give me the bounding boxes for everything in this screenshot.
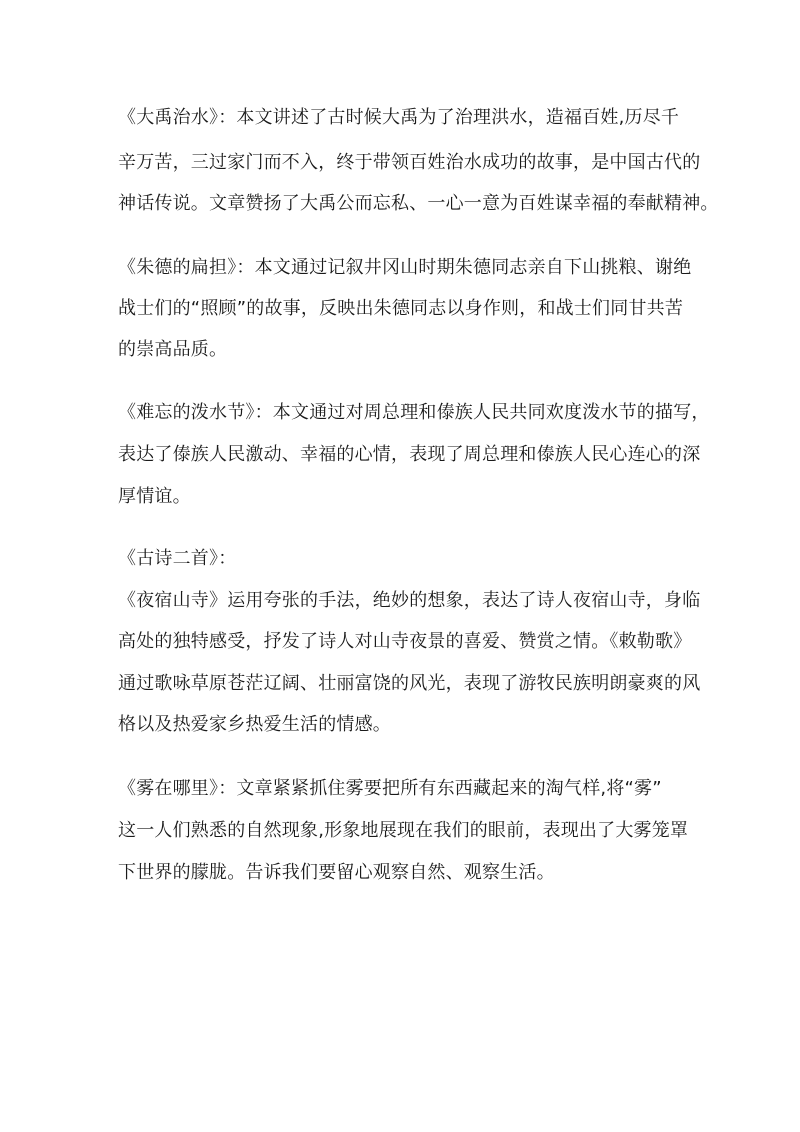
paragraph-1-line-3: 神话传说。文章赞扬了大禹公而忘私、一心一意为百姓谋幸福的奉献精神。 (118, 193, 719, 214)
paragraph-3-line-3: 厚情谊。 (118, 486, 191, 507)
paragraph-4-line-4: 通过歌咏草原苍茫辽阔、壮丽富饶的风光，表现了游牧民族明朗豪爽的风 (118, 673, 701, 694)
paragraph-2-line-3: 的崇高品质。 (118, 339, 228, 360)
paragraph-1-line-2: 辛万苦，三过家门而不入，终于带领百姓治水成功的故事，是中国古代的 (118, 152, 701, 173)
paragraph-5-line-2: 这一人们熟悉的自然现象,形象地展现在我们的眼前，表现出了大雾笼罩 (118, 820, 689, 841)
paragraph-4-line-2: 《夜宿山寺》运用夸张的手法，绝妙的想象，表达了诗人夜宿山寺，身临 (118, 590, 701, 611)
paragraph-3-line-2: 表达了傣族人民激动、幸福的心情，表现了周总理和傣族人民心连心的深 (118, 444, 701, 465)
paragraph-1-line-1: 《大禹治水》：本文讲述了古时候大禹为了治理洪水，造福百姓,历尽千 (118, 107, 680, 128)
paragraph-2-line-2: 战士们的“照顾”的故事，反映出朱德同志以身作则，和战士们同甘共苦 (118, 298, 684, 319)
paragraph-2-line-1: 《朱德的扁担》：本文通过记叙井冈山时期朱德同志亲自下山挑粮、谢绝 (118, 257, 692, 278)
paragraph-5-line-1: 《雾在哪里》：文章紧紧抓住雾要把所有东西藏起来的淘气样,将“雾” (118, 778, 662, 799)
paragraph-4-line-3: 高处的独特感受，抒发了诗人对山寺夜景的喜爱、赞赏之情。《敕勒歌》 (118, 631, 692, 652)
paragraph-4-line-5: 格以及热爱家乡热爱生活的情感。 (118, 714, 391, 735)
paragraph-3-line-1: 《难忘的泼水节》：本文通过对周总理和傣族人民共同欢度泼水节的描写， (118, 402, 710, 423)
paragraph-5-line-3: 下世界的朦胧。告诉我们要留心观察自然、观察生活。 (118, 862, 555, 883)
paragraph-4-line-1: 《古诗二首》： (118, 548, 237, 569)
